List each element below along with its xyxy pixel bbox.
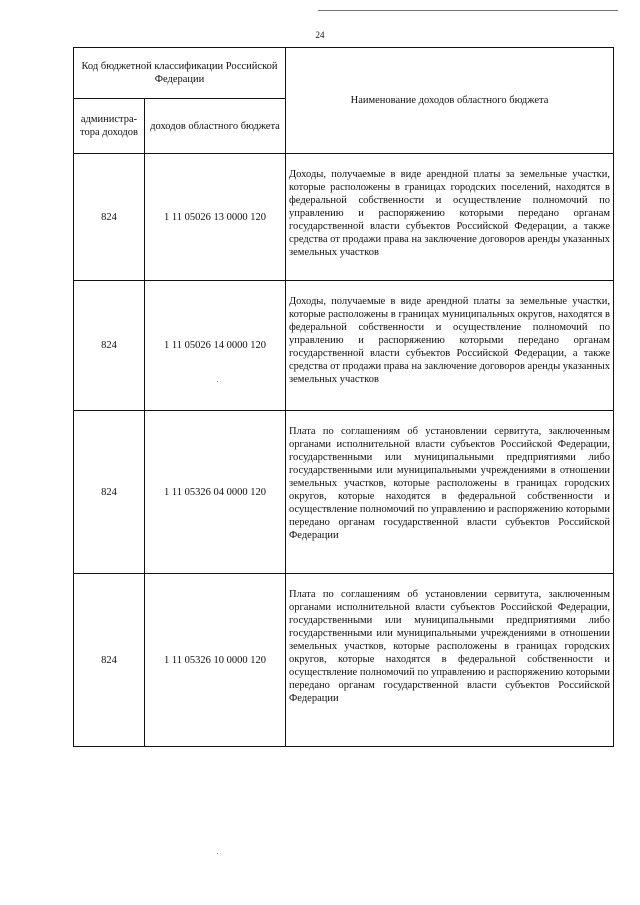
income-name: Доходы, получаемые в виде арендной платы за земельные участки, которые расположены в границах муниципальных округов, находятся в федеральной собственности и осуществление полномочий по управлению и распоряжению которыми передано органам государственной власти субъектов Российской Федерации, а также средства от продажи права на заключение договоров аренды указанных земельных участков <box>286 281 614 411</box>
administrator-code: 824 <box>74 411 145 574</box>
income-code: 1 11 05026 13 0000 120 <box>145 154 286 281</box>
income-name: Доходы, получаемые в виде арендной платы за земельные участки, которые расположены в границах городских поселений, находятся в федеральной собственности и осуществление полномочий по управлению и распоряжению которыми передано органам государственной власти субъектов Российской Федерации, а также средства от продажи права на заключение договоров аренды указанных земельных участков <box>286 154 614 281</box>
income-name: Плата по соглашениям об установлении сервитута, заключенным органами исполнительной власти субъектов Российской Федерации, государственными или муниципальными предприятиями либо государственными или муниципальными учреждениями в отношении земельных участков, которые расположены в границах городских округов, которые находятся в федеральной собственности и осуществление полномочий по управлению и распоряжению которыми передано органам государственной власти субъектов Российской Федерации <box>286 411 614 574</box>
administrator-code: 824 <box>74 281 145 411</box>
table-row <box>74 411 614 574</box>
table-row <box>74 154 614 281</box>
header-income-name: Наименование доходов областного бюджета <box>286 48 614 154</box>
header-row-group <box>74 48 614 99</box>
income-name: Плата по соглашениям об установлении сервитута, заключенным органами исполнительной власти субъектов Российской Федерации, государственными или муниципальными предприятиями либо государственными или муниципальными учреждениями в отношении земельных участков, которые расположены в границах городских округов, которые находятся в федеральной собственности и осуществление полномочий по управлению и распоряжению которыми передано органам государственной власти субъектов Российской Федерации <box>286 574 614 747</box>
administrator-code: 824 <box>74 574 145 747</box>
income-code: 1 11 05326 10 0000 120 <box>145 574 286 747</box>
budget-classification-table <box>73 47 614 747</box>
income-code: 1 11 05026 14 0000 120 <box>145 281 286 411</box>
top-rule <box>318 10 618 11</box>
header-administrator: администра-тора доходов <box>74 99 145 154</box>
scan-speck <box>217 381 218 382</box>
scan-speck <box>217 853 218 854</box>
income-code: 1 11 05326 04 0000 120 <box>145 411 286 574</box>
page-number: 24 <box>315 30 325 40</box>
administrator-code: 824 <box>74 154 145 281</box>
header-classification-code: Код бюджетной классификации Российской Федерации <box>74 48 286 99</box>
table-row <box>74 574 614 747</box>
header-regional-budget-income: доходов областного бюджета <box>145 99 286 154</box>
table-row <box>74 281 614 411</box>
